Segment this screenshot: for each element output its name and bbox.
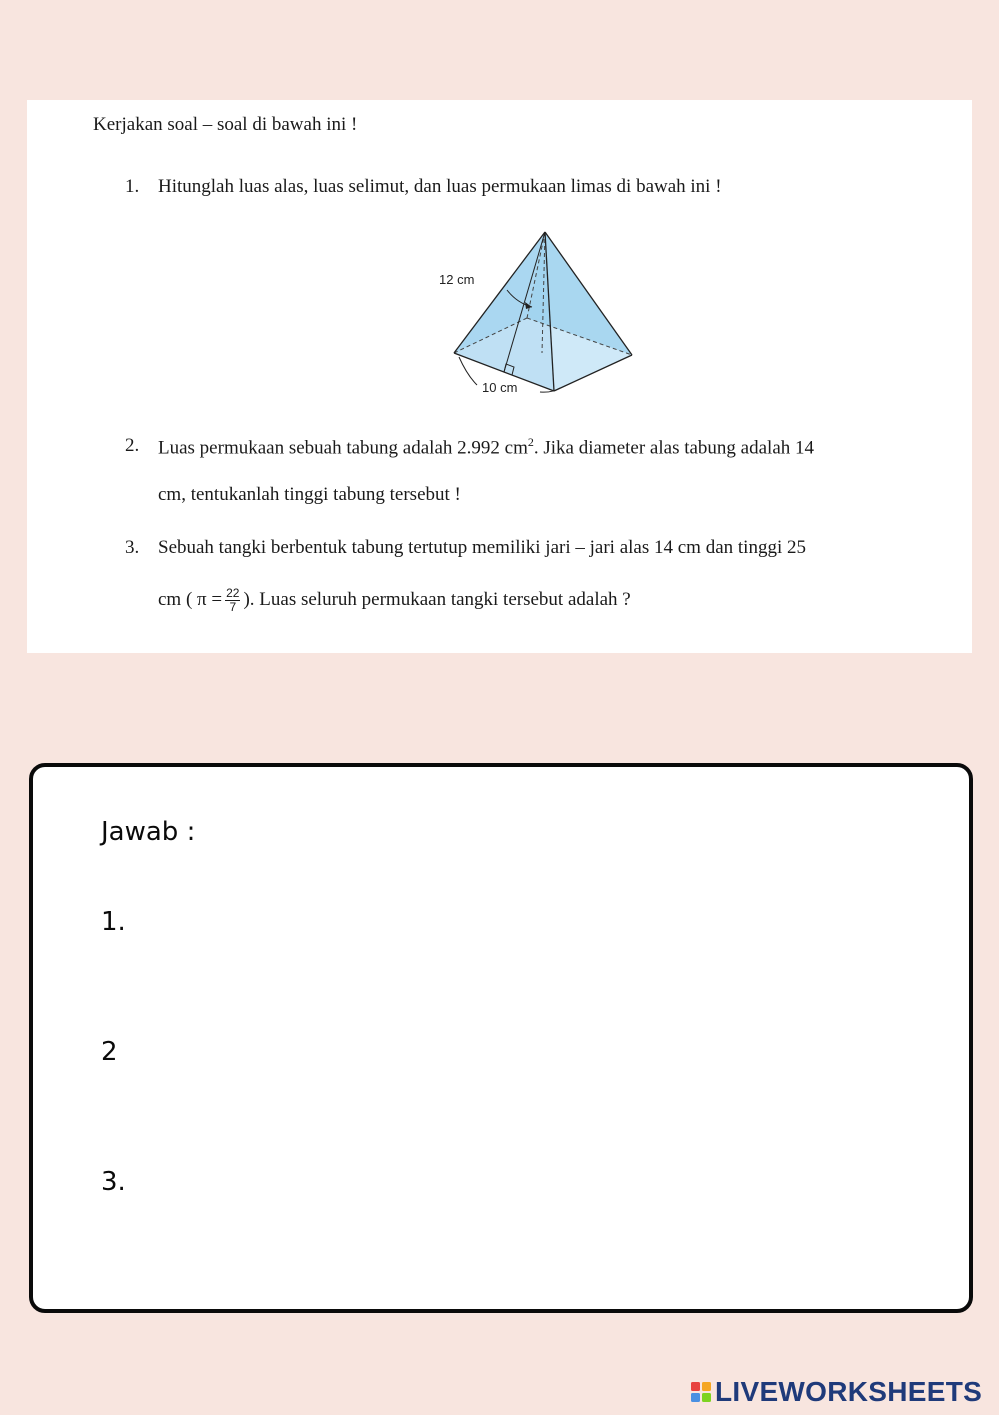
pyramid-figure: [432, 225, 672, 400]
answer-item-1[interactable]: 1.: [101, 907, 126, 937]
question-2-superscript: 2: [527, 435, 534, 449]
question-3-number: 3.: [125, 537, 140, 558]
question-1-number: 1.: [125, 176, 140, 197]
question-1-text: Hitunglah luas alas, luas selimut, dan luas permukaan limas di bawah ini !: [158, 176, 722, 197]
question-2-text-b: . Jika diameter alas tabung adalah 14: [533, 437, 815, 459]
question-2-line-1: [158, 435, 814, 459]
question-3-line-2: [158, 588, 631, 613]
answer-heading: Jawab :: [101, 817, 196, 847]
instruction-text: Kerjakan soal – soal di bawah ini !: [93, 114, 358, 135]
question-panel: [27, 100, 972, 653]
answer-item-2[interactable]: 2: [101, 1037, 118, 1067]
question-2-number: 2.: [125, 435, 140, 456]
question-3-line-1: Sebuah tangki berbentuk tabung tertutup memiliki jari – jari alas 14 cm dan tinggi 25: [158, 537, 806, 558]
fraction-numerator: 22: [226, 586, 240, 600]
brand-name: LIVEWORKSHEETS: [715, 1376, 983, 1407]
brand-footer[interactable]: [690, 1372, 982, 1412]
base-edge-label: 10 cm: [482, 380, 518, 395]
question-3-text-a: cm ( π =: [158, 588, 223, 610]
pi-fraction: [225, 588, 240, 613]
question-2-text-a: Luas permukaan sebuah tabung adalah 2.992 cm: [158, 437, 528, 459]
question-2-line-2: cm, tentukanlah tinggi tabung tersebut !: [158, 484, 461, 505]
fraction-denominator: 7: [229, 600, 237, 614]
answer-box[interactable]: [29, 763, 973, 1313]
liveworksheets-logo-icon: [690, 1381, 712, 1403]
slant-height-label: 12 cm: [439, 272, 475, 287]
answer-item-3[interactable]: 3.: [101, 1167, 126, 1197]
question-3-text-b: ). Luas seluruh permukaan tangki tersebut adalah ?: [243, 588, 631, 610]
